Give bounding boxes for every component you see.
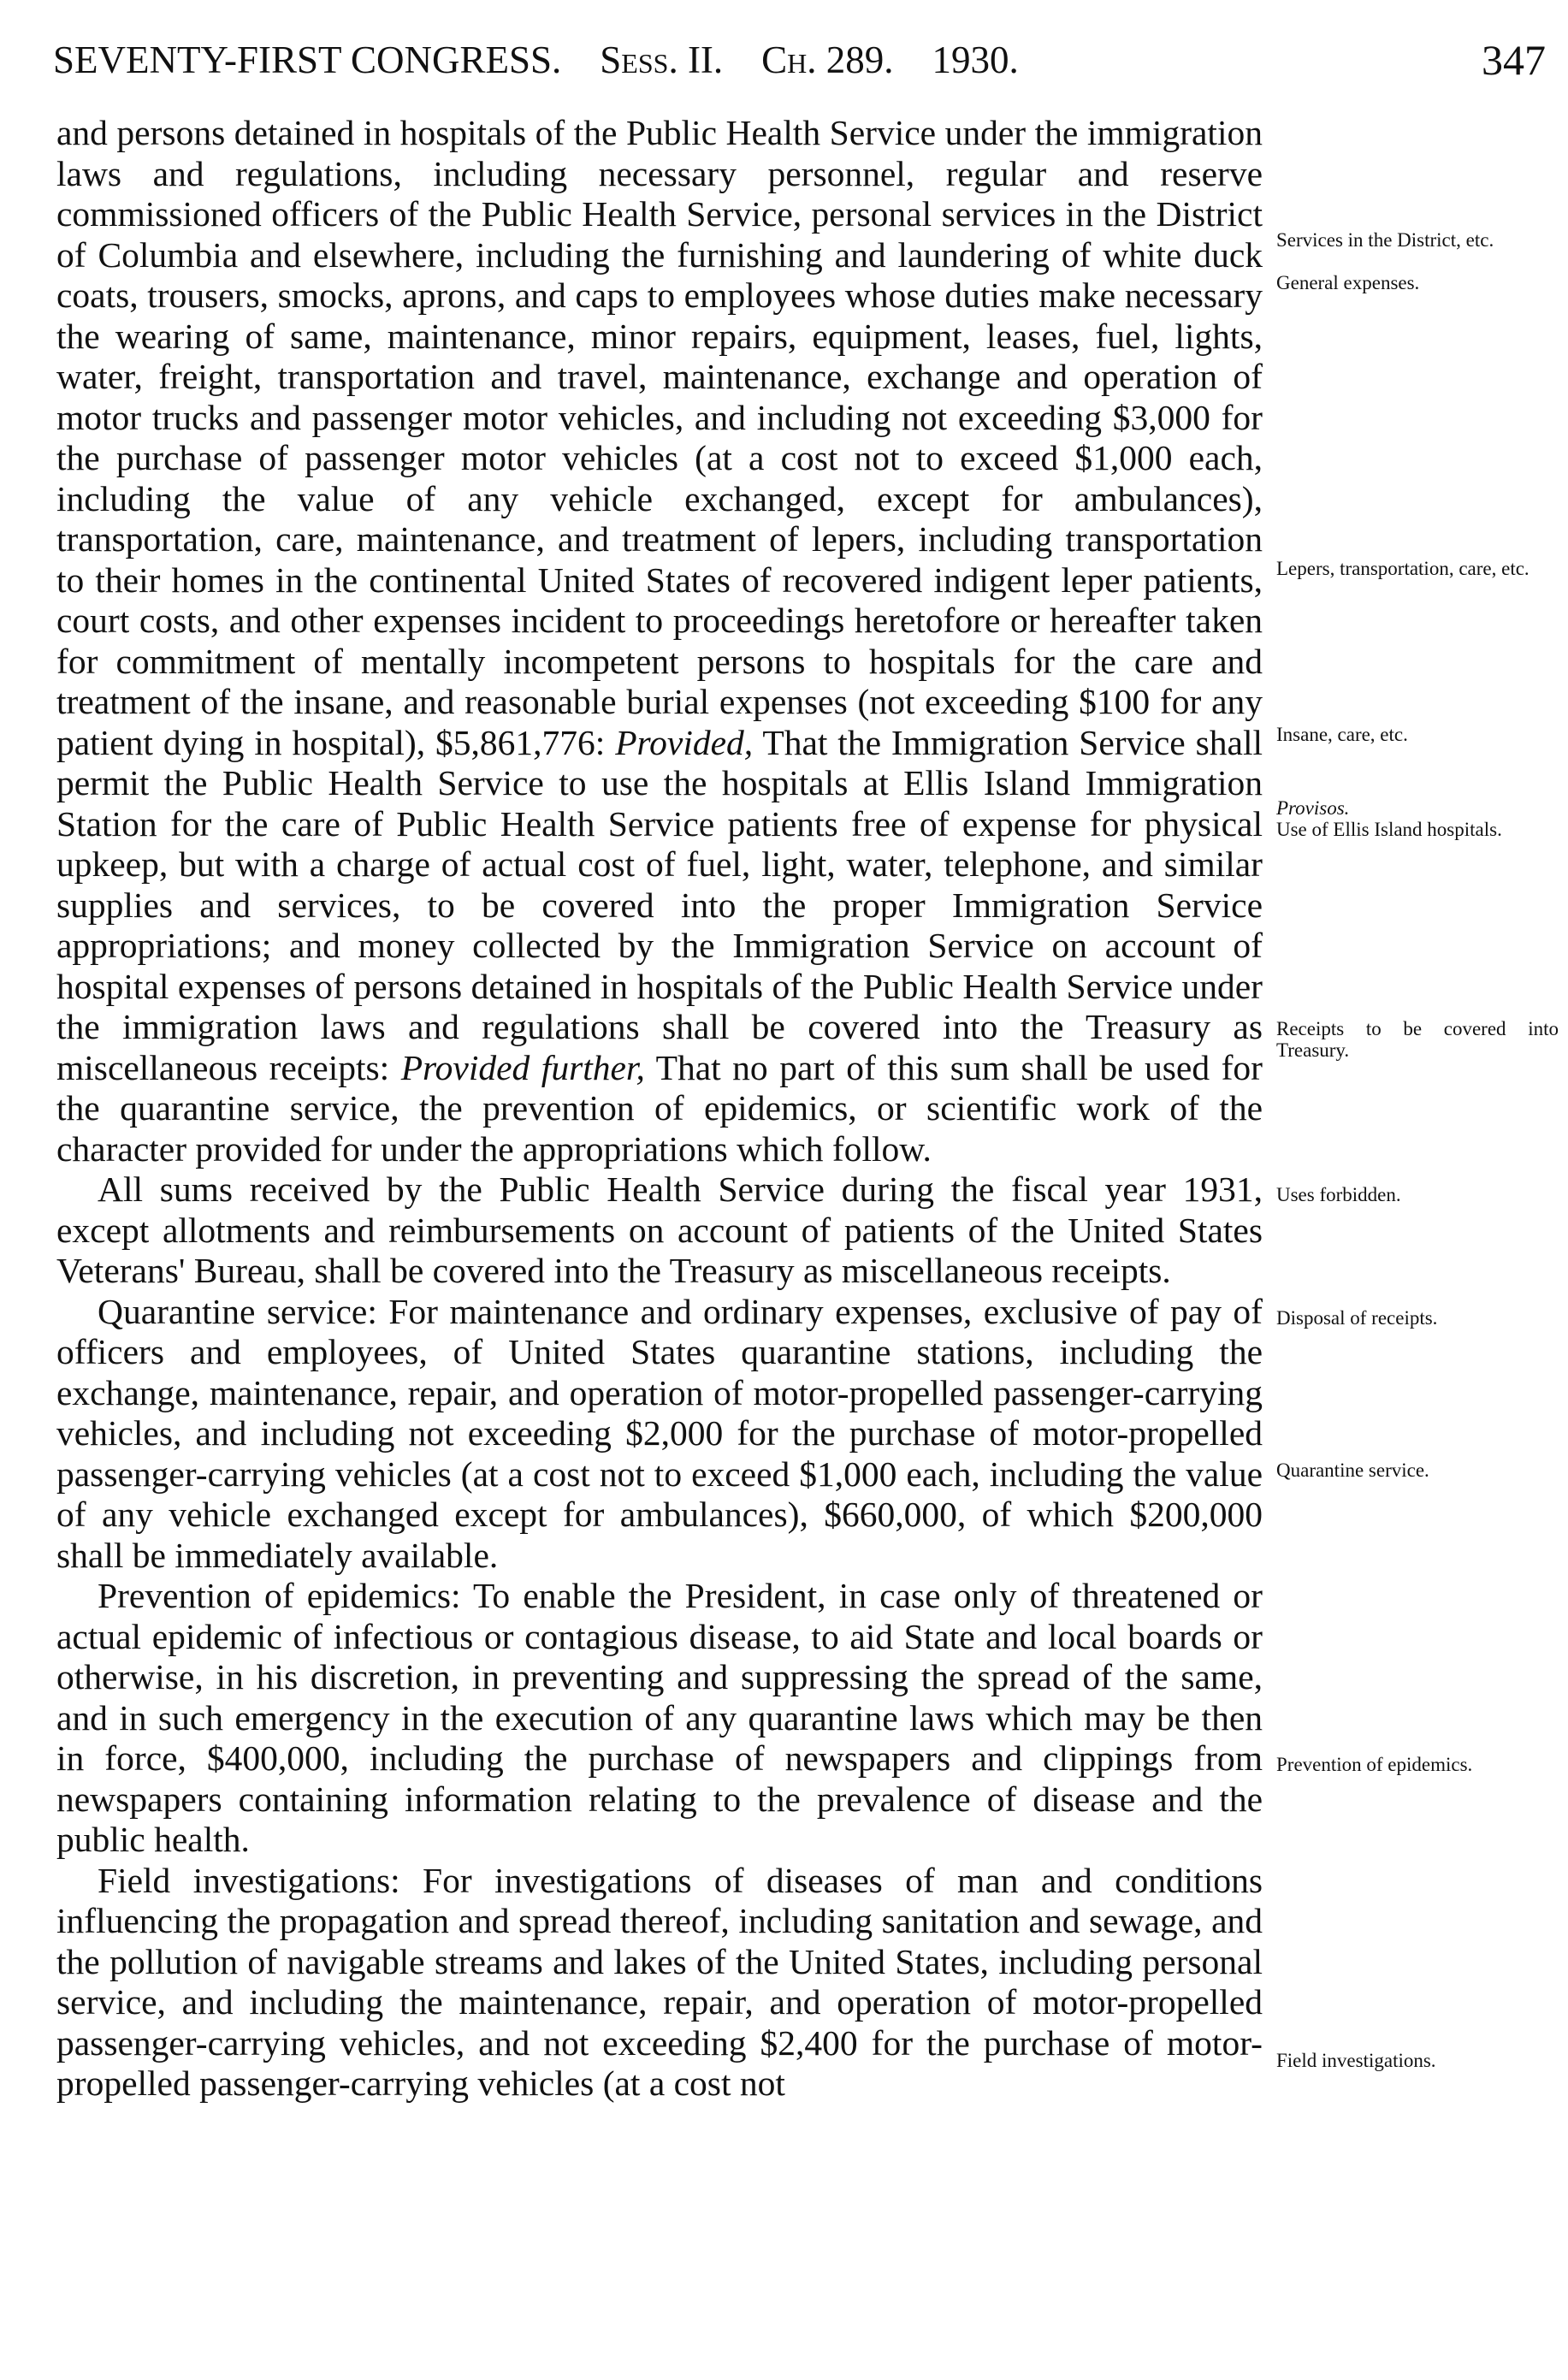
paragraph-quarantine-service: Quarantine service: For maintenance and ordinary expenses, exclusive of pay of officers and employees, of United States quarantine stations, including the exchange, maintenance, repair, and operation of motor-propelled passenger-carrying vehicles, and including not exceeding $2,000 for the purchase of motor-propelled passenger-carrying vehicles (at a cost not to exceed $1,000 each, including the value of any vehicle exchanged except for ambulances), $660,000, of which $200,000 shall be immediately available. [56, 1291, 1263, 1575]
margin-note-provisos [1276, 797, 1559, 840]
year-label: 1930. [932, 38, 1019, 81]
page-number: 347 [1482, 36, 1546, 84]
congress-title: SEVENTY-FIRST CONGRESS. [53, 38, 562, 81]
session-label: Sess. II. [600, 38, 724, 81]
running-title [53, 34, 1019, 86]
paragraph-text: and persons detained in hospitals of the Public Health Service under the immigration laws and regulations, including necessary personnel, regular and reserve commissioned officers of the Public Health Service, personal services in the District of Columbia and elsewhere, including the furnishing and laundering of white duck coats, trousers, smocks, aprons, and caps to employees whose duties make necessary the wearing of same, maintenance, minor repairs, equipment, leases, fuel, lights, water, freight, transportation and travel, maintenance, exchange and operation of motor trucks and passenger motor vehicles, and including not exceeding $3,000 for the purchase of passenger motor vehicles (at a cost not to exceed $1,000 each, including the value of any vehicle exchanged, except for ambulances), transportation, care, maintenance, and treatment of lepers, including transportation to their homes in the continental United States of recovered indigent leper patients, court costs, and other expenses incident to proceedings heretofore or hereafter taken for commitment of mentally incompetent persons to hospitals for the care and treatment of the insane, and reasonable burial expenses (not exceeding $100 for any patient dying in hospital), $5,861,776: [56, 113, 1263, 762]
paragraph-text: That the Immigration Service shall permit the Public Health Service to use the hospitals at Ellis Island Immigration Station for the care of Public Health Service patients free of expense for physical upkeep, but with a charge of actual cost of fuel, light, water, telephone, and similar supplies and services, to be covered into the proper Immigration Service appropriations; and money collected by the Immigration Service on account of hospital expenses of persons detained in hospitals of the Public Health Service under the immigration laws and regulations shall be covered into the Treasury as miscellaneous receipts: [56, 722, 1263, 1087]
provisos-label: Provisos. [1276, 797, 1350, 819]
paragraph-field-investigations: Field investigations: For investigations of diseases of man and conditions influencing the propagation and spread thereof, including sanitation and sewage, and the pollution of navigable streams and lakes of the United States, including personal service, and including the maintenance, repair, and operation of motor-propelled passenger-carrying vehicles, and not exceeding $2,400 for the purchase of motor-propelled passenger-carrying vehicles (at a cost not [56, 1860, 1263, 2103]
paragraph-prevention-of-epidemics: Prevention of epidemics: To enable the President, in case only of threatened or actual epidemic of infectious or contagious disease, to aid State and local boards or otherwise, in his discretion, in preventing and suppressing the spread of the same, and in such emergency in the execution of any quarantine laws which may be then in force, $400,000, including the purchase of newspapers and clippings from newspapers containing information relating to the prevalence of disease and the public health. [56, 1576, 1263, 1859]
margin-note-general-expenses: General expenses. [1276, 272, 1420, 293]
paragraph-disposal-of-receipts: All sums received by the Public Health Service during the fiscal year 1931, except allotments and reimbursements on account of patients of the United States Veterans' Bureau, shall be covered into the Treasury as miscellaneous receipts. [56, 1169, 1263, 1290]
margin-note-disposal-receipts: Disposal of receipts. [1276, 1307, 1438, 1329]
margin-note-receipts-treasury: Receipts to be covered into Treasury. [1276, 1018, 1559, 1061]
margin-note-uses-forbidden: Uses forbidden. [1276, 1184, 1401, 1205]
paragraph-public-health-hospitals [56, 113, 1263, 1169]
proviso-keyword: Provided, [615, 722, 754, 762]
ellis-island-label: Use of Ellis Island hospitals. [1276, 819, 1502, 840]
margin-note-services-district: Services in the District, etc. [1276, 229, 1494, 251]
paragraph-text: That no part of this sum shall be used for the quarantine service, the prevention of epidemics, or scientific work of the character provided for under the appropriations which follow. [56, 1047, 1263, 1169]
margin-note-lepers: Lepers, transportation, care, etc. [1276, 558, 1530, 579]
proviso-keyword: Provided further, [400, 1047, 645, 1087]
page-header [53, 34, 1546, 86]
chapter-label: Ch. 289. [761, 38, 894, 81]
margin-note-quarantine-service: Quarantine service. [1276, 1459, 1429, 1481]
margin-note-field-investigations: Field investigations. [1276, 2050, 1436, 2071]
margin-note-prevention-epidemics: Prevention of epidemics. [1276, 1754, 1473, 1775]
statute-body [56, 113, 1263, 2105]
margin-note-insane: Insane, care, etc. [1276, 724, 1408, 745]
